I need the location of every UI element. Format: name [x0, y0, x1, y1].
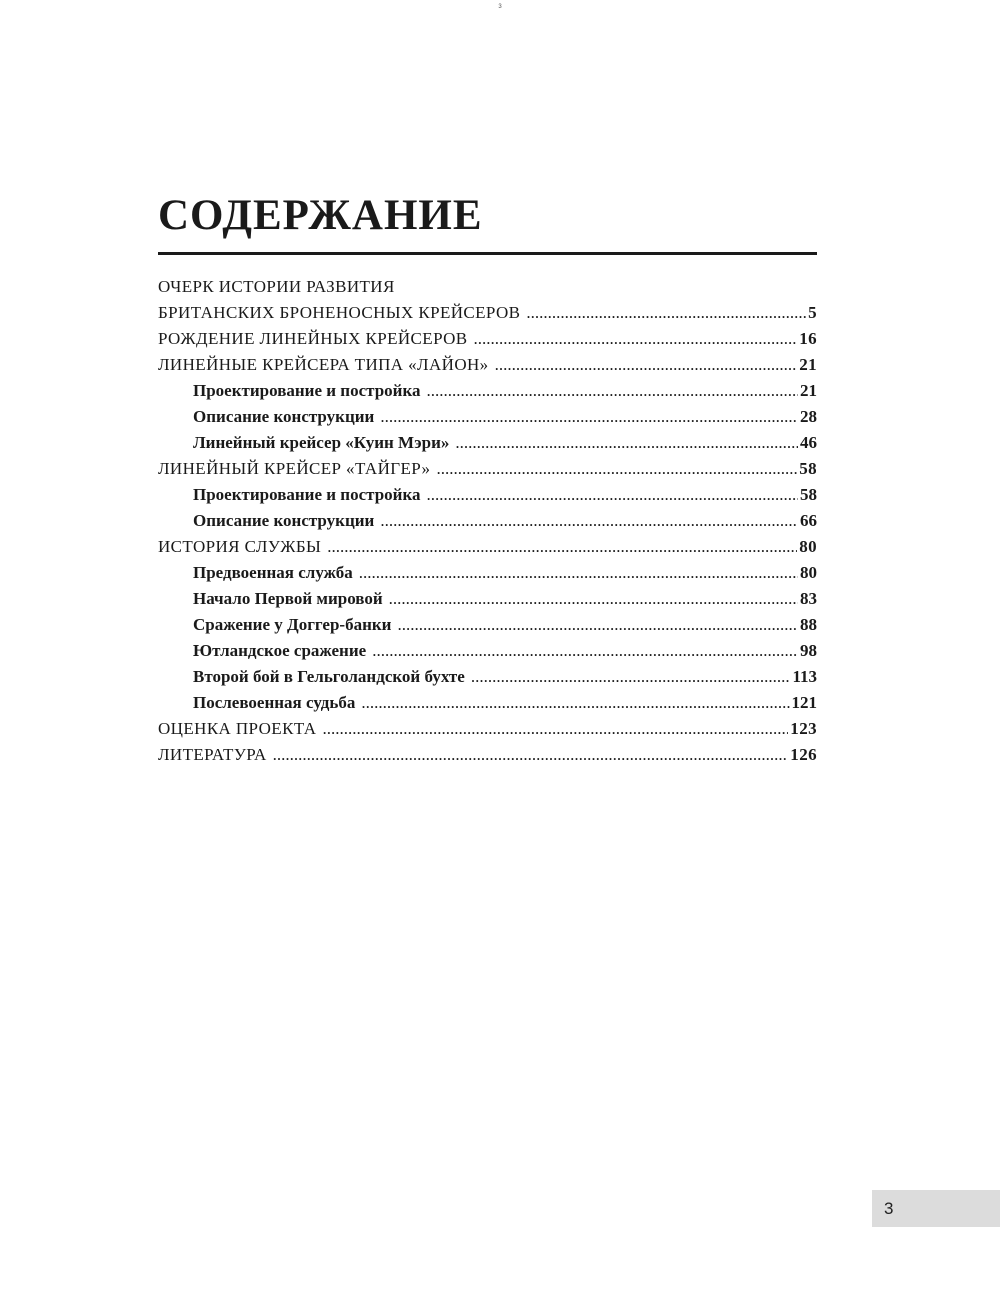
toc-page-number: 80 — [800, 563, 817, 582]
toc-section — [158, 430, 817, 456]
toc-entry-title: Послевоенная судьба — [193, 693, 356, 712]
toc-chapter — [158, 300, 817, 326]
toc-entry-title: Проектирование и постройка — [193, 485, 421, 504]
toc-dot-leader — [389, 586, 798, 612]
toc-chapter — [158, 326, 817, 352]
toc-dot-leader — [427, 482, 799, 508]
page-title: СОДЕРЖАНИЕ — [158, 192, 483, 239]
toc-dot-leader — [380, 404, 798, 430]
toc-page-number: 80 — [799, 537, 817, 556]
toc-entry-title: ОЦЕНКА ПРОЕКТА — [158, 719, 317, 738]
toc-section — [158, 404, 817, 430]
table-of-contents — [158, 274, 817, 768]
toc-page-number: 88 — [800, 615, 817, 634]
toc-page-number: 28 — [800, 407, 817, 426]
toc-entry-title: ОЧЕРК ИСТОРИИ РАЗВИТИЯ — [158, 277, 395, 296]
toc-dot-leader — [474, 326, 798, 352]
toc-section — [158, 560, 817, 586]
toc-chapter — [158, 352, 817, 378]
toc-page-number: 21 — [800, 381, 817, 400]
toc-entry-title: Сражение у Доггер-банки — [193, 615, 392, 634]
toc-dot-leader — [327, 534, 797, 560]
toc-entry-title: Предвоенная служба — [193, 563, 353, 582]
toc-entry-title: БРИТАНСКИХ БРОНЕНОСНЫХ КРЕЙСЕРОВ — [158, 303, 521, 322]
toc-entry-title: РОЖДЕНИЕ ЛИНЕЙНЫХ КРЕЙСЕРОВ — [158, 329, 468, 348]
toc-page-number: 83 — [800, 589, 817, 608]
toc-page-number: 121 — [791, 693, 817, 712]
toc-page-number: 113 — [792, 667, 817, 686]
toc-page-number: 123 — [790, 719, 817, 738]
toc-entry-title: ЛИНЕЙНЫЙ КРЕЙСЕР «ТАЙГЕР» — [158, 459, 431, 478]
toc-dot-leader — [361, 690, 789, 716]
toc-dot-leader — [397, 612, 798, 638]
toc-section — [158, 664, 817, 690]
toc-chapter — [158, 716, 817, 742]
toc-page-number: 5 — [808, 303, 817, 322]
toc-entry-title: ИСТОРИЯ СЛУЖБЫ — [158, 537, 322, 556]
toc-dot-leader — [495, 352, 798, 378]
toc-page-number: 66 — [800, 511, 817, 530]
toc-chapter — [158, 456, 817, 482]
toc-entry-title: Проектирование и постройка — [193, 381, 421, 400]
toc-section — [158, 638, 817, 664]
toc-dot-leader — [380, 508, 798, 534]
toc-entry-title: Второй бой в Гельголандской бухте — [193, 667, 465, 686]
toc-entry-title: ЛИТЕРАТУРА — [158, 745, 267, 764]
toc-dot-leader — [372, 638, 798, 664]
toc-dot-leader — [526, 300, 806, 326]
toc-dot-leader — [359, 560, 798, 586]
toc-page-number: 126 — [790, 745, 817, 764]
toc-dot-leader — [455, 430, 798, 456]
toc-dot-leader — [273, 742, 789, 768]
toc-chapter — [158, 742, 817, 768]
toc-section — [158, 378, 817, 404]
toc-dot-leader — [436, 456, 797, 482]
toc-page-number: 46 — [800, 433, 817, 452]
toc-dot-leader — [471, 664, 791, 690]
toc-page-number: 98 — [800, 641, 817, 660]
toc-section — [158, 690, 817, 716]
toc-section — [158, 586, 817, 612]
toc-dot-leader — [427, 378, 799, 404]
toc-section — [158, 612, 817, 638]
toc-dot-leader — [322, 716, 788, 742]
toc-entry-title: ЛИНЕЙНЫЕ КРЕЙСЕРА ТИПА «ЛАЙОН» — [158, 355, 489, 374]
toc-chapter — [158, 274, 817, 300]
toc-entry-title: Описание конструкции — [193, 511, 375, 530]
toc-page-number: 16 — [799, 329, 817, 348]
toc-entry-title: Ютландское сражение — [193, 641, 367, 660]
page-number-tab — [872, 1190, 1000, 1227]
toc-page-number: 21 — [799, 355, 817, 374]
toc-page-number: 58 — [800, 485, 817, 504]
toc-page-number: 58 — [799, 459, 817, 478]
page-number: 3 — [884, 1199, 894, 1218]
toc-entry-title: Описание конструкции — [193, 407, 375, 426]
toc-entry-title: Линейный крейсер «Куин Мэри» — [193, 433, 450, 452]
toc-entry-title: Начало Первой мировой — [193, 589, 383, 608]
toc-section — [158, 482, 817, 508]
title-divider — [158, 252, 817, 255]
top-page-mark: 3 — [498, 4, 502, 10]
toc-section — [158, 508, 817, 534]
toc-chapter — [158, 534, 817, 560]
